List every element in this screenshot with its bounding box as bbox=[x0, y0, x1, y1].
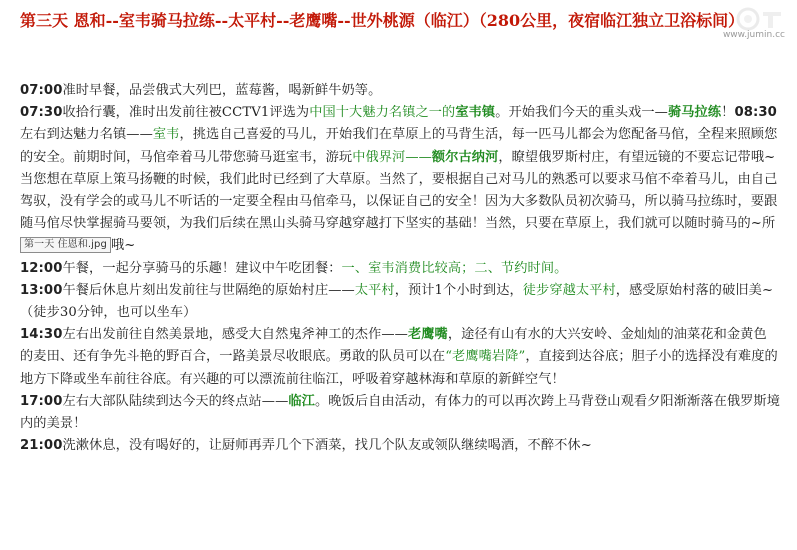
page-title: 第三天 恩和--室韦骑马拉练--太平村--老鹰嘴--世外桃源（临江）（280公里，夜宿临江独立卫浴标间） bbox=[20, 11, 745, 30]
highlight-text: 一、室韦消费比较高；二、节约时间。 bbox=[341, 260, 568, 276]
text: ，挑选自己喜爱的马儿，开始我们在草原上的马背生活，每一匹马儿都会为您配备马倌，全程来照顾您的安全。前期时间，马倌牵着马儿带您骑马逛室韦，游玩 bbox=[20, 127, 778, 165]
text: 哦~ bbox=[110, 238, 136, 254]
highlight-text: 骑马拉练 bbox=[667, 105, 722, 121]
highlight-text: 徒步穿越太平村 bbox=[522, 282, 616, 298]
time-label: 13:00 bbox=[20, 282, 63, 298]
text: ，途径有山有水的大兴安岭、金灿灿的油菜花和金黄色的麦田、还有争先斗艳的野百合，一路美景尽收眼底。勇敢的队员可以在 bbox=[20, 327, 767, 365]
paragraph-1300 bbox=[20, 280, 780, 324]
highlight-text: 中俄界河—— bbox=[352, 149, 432, 165]
highlight-text: 临江 bbox=[288, 393, 315, 409]
text: ，瞭望俄罗斯村庄，有望远镜的不要忘记带哦~ 当您想在草原上策马扬鞭的时候，我们此时已经到了大草原。当然了，要根据自己对马儿的熟悉可以要求马倌不牵着马儿，由自己驾驭，没有学会的或马儿不听话的一定要全程由马倌牵马，以保证自己的安全！因为大多数队员初次骑马，所以骑马拉练时，要跟随马倌尽快掌握骑马要领，为我们后续在黑山头骑马穿越穿越打下坚实的基础！当然，只要在草原上，我们就可以随时骑马的~所 bbox=[20, 149, 778, 232]
highlight-text: “老鹰嘴岩降” bbox=[445, 349, 526, 365]
time-label: 07:00 bbox=[20, 83, 63, 98]
text: 洗漱休息，没有喝好的，让厨师再弄几个下酒菜，找几个队友或领队继续喝酒，不醉不休~ bbox=[62, 438, 592, 454]
itinerary-body bbox=[20, 80, 780, 457]
time-label: 17:00 bbox=[20, 393, 63, 409]
highlight-text: 额尔古纳河 bbox=[431, 149, 499, 165]
text: 左右到达魅力名镇—— bbox=[20, 127, 153, 143]
highlight-text: 老鹰嘴 bbox=[407, 327, 448, 343]
text: 收拾行囊，准时出发前往被CCTV1评选为 bbox=[62, 105, 310, 121]
paragraph-0730 bbox=[20, 102, 780, 257]
text: 。开始我们今天的重头戏一— bbox=[495, 105, 668, 121]
paragraph-1700 bbox=[20, 391, 780, 435]
text: 左右出发前往自然美景地，感受大自然鬼斧神工的杰作—— bbox=[62, 327, 408, 343]
paragraph-0700 bbox=[20, 80, 780, 102]
time-label: 08:30 bbox=[734, 105, 777, 121]
time-label: 21:00 bbox=[20, 438, 63, 454]
time-label: 07:30 bbox=[20, 105, 63, 121]
site-logo-watermark bbox=[735, 6, 787, 32]
text: 准时早餐，品尝俄式大列巴，蓝莓酱，喝新鲜牛奶等。 bbox=[62, 83, 382, 98]
text: 午餐后休息片刻出发前往与世隔绝的原始村庄—— bbox=[62, 282, 355, 298]
text: 午餐，一起分享骑马的乐趣！建议中午吃团餐： bbox=[62, 260, 342, 276]
text: 。晚饭后自由活动，有体力的可以再次跨上马背登山观看夕阳渐渐落在俄罗斯境内的美景！ bbox=[20, 393, 781, 432]
text: ，感受原始村落的破旧美~（徒步30分钟，也可以坐车） bbox=[20, 282, 774, 321]
paragraph-1200 bbox=[20, 258, 780, 280]
paragraph-2100 bbox=[20, 435, 780, 457]
time-label: 12:00 bbox=[20, 260, 63, 276]
highlight-text: 中国十大魅力名镇之一的 bbox=[309, 105, 456, 121]
text: 左右大部队陆续到达今天的终点站—— bbox=[62, 393, 289, 409]
text: ，预计1个小时到达， bbox=[394, 282, 523, 298]
highlight-text: 太平村 bbox=[354, 282, 395, 298]
highlight-text: 室韦 bbox=[152, 127, 180, 143]
broken-image-placeholder[interactable]: 第一天 住恩和.jpg bbox=[20, 237, 111, 253]
paragraph-1430 bbox=[20, 324, 780, 391]
text: ！ bbox=[721, 105, 735, 121]
text: ，直接到达谷底；胆子小的选择没有难度的地方下降或坐车前往谷底。有兴趣的可以漂流前往临江，呼吸着穿越林海和草原的新鲜空气！ bbox=[20, 349, 778, 387]
highlight-text: 室韦镇 bbox=[455, 105, 496, 121]
watermark-url: www.jumin.cc bbox=[722, 30, 785, 40]
time-label: 14:30 bbox=[20, 327, 63, 343]
